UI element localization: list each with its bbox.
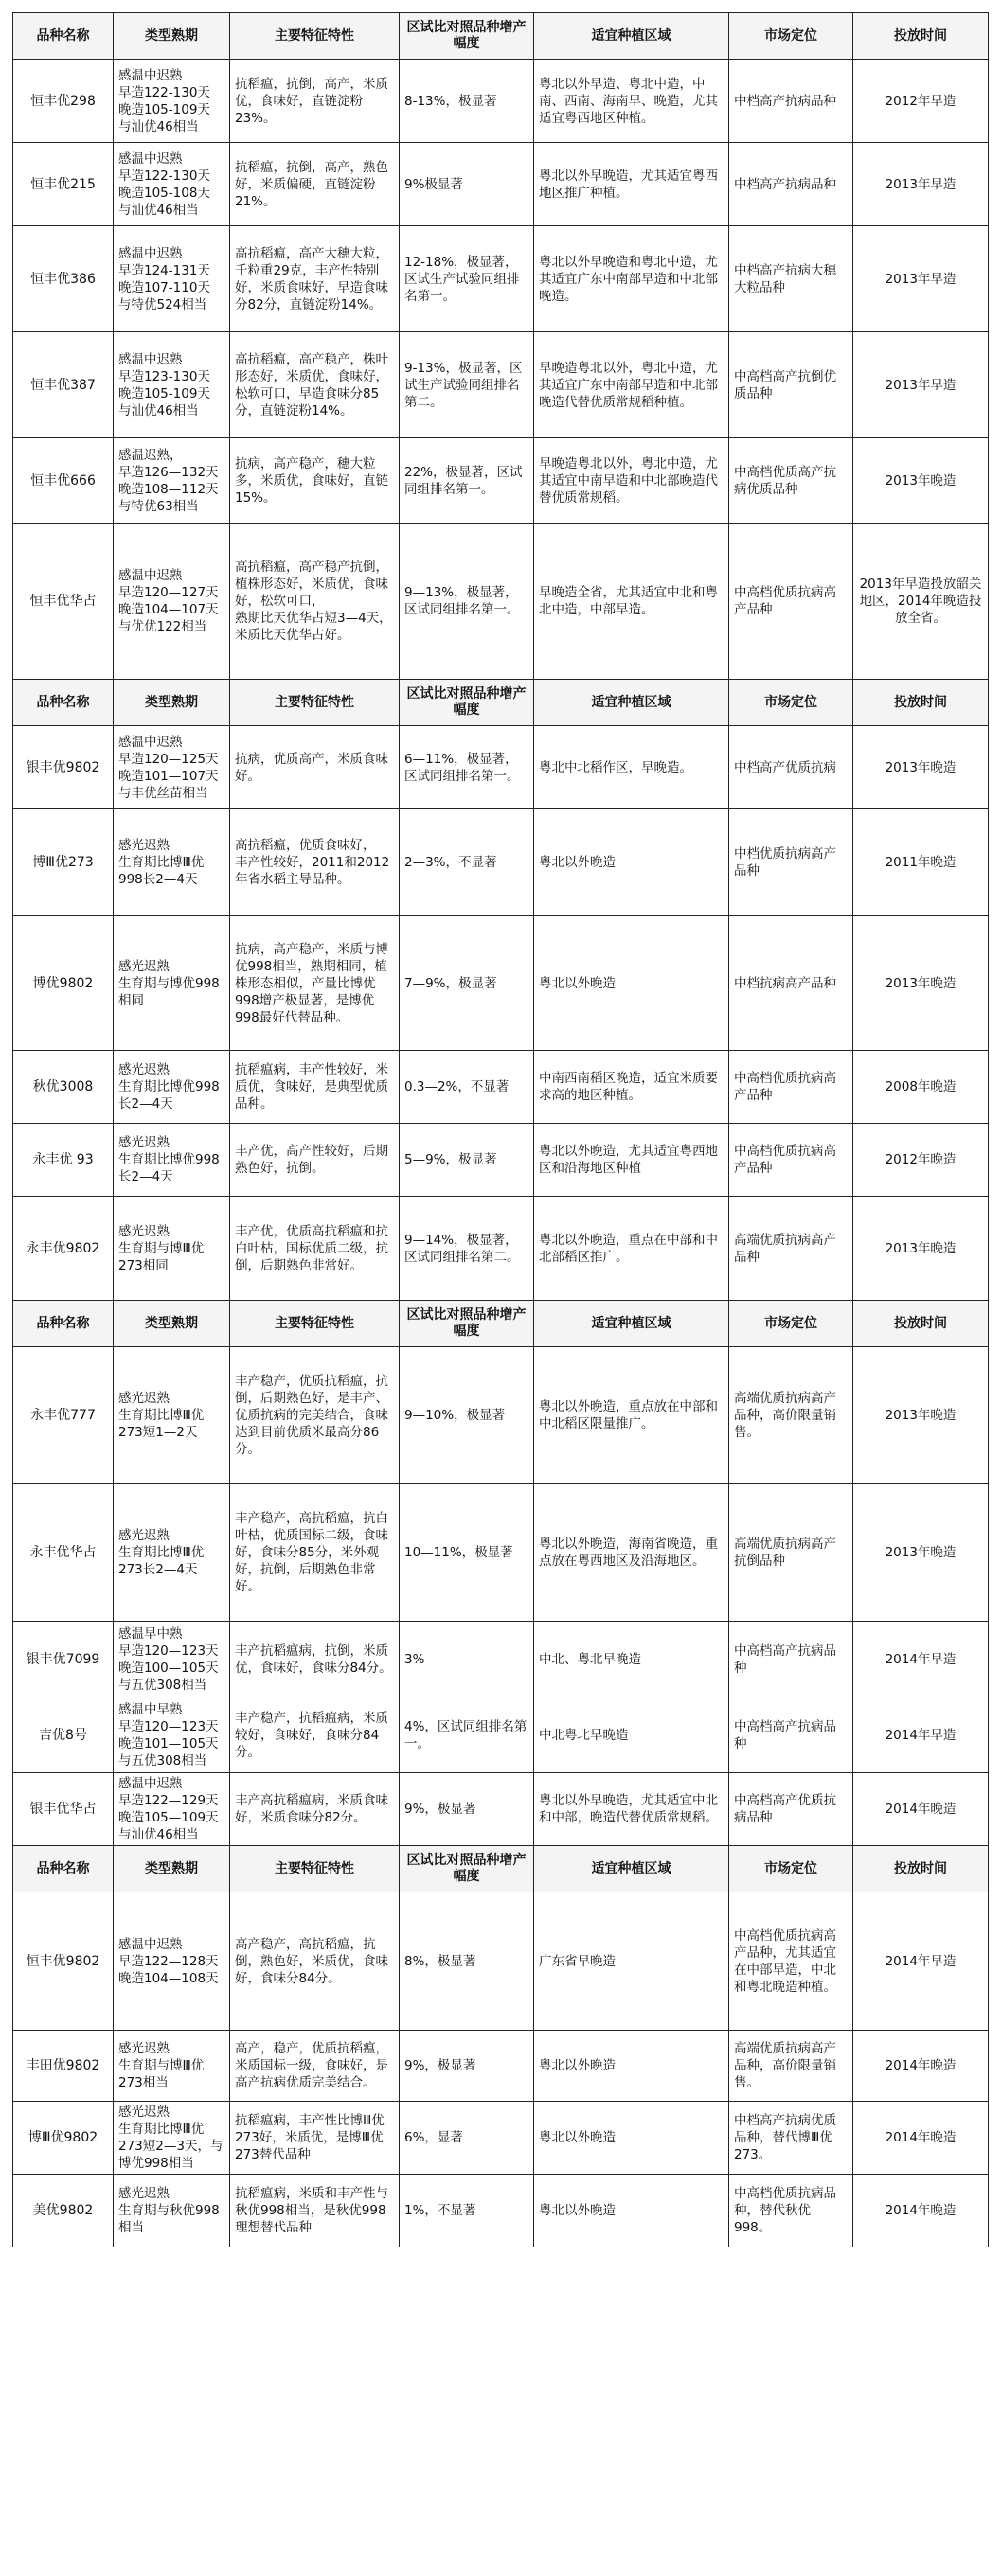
- suitable-region: 粤北以外早晚造，尤其适宜粤西地区推广种植。: [534, 143, 729, 226]
- release-time: 2014年早造: [853, 1697, 989, 1773]
- suitable-region: 粤北以外晚造，重点放在中部和中北稻区限量推广。: [534, 1347, 729, 1484]
- yield-increase: 22%，极显著，区试同组排名第一。: [400, 438, 534, 524]
- main-traits: 高抗稻瘟，高产稳产，株叶形态好，米质优，食味好，松软可口，早造食味分85分，直链淀粉14%。: [230, 332, 400, 438]
- market-position: 高端优质抗病高产品种: [729, 1197, 853, 1301]
- table-row: [13, 438, 989, 524]
- header-region: 适宜种植区域: [534, 1301, 729, 1347]
- variety-name: 永丰优9802: [13, 1197, 114, 1301]
- yield-increase: 12-18%，极显著，区试生产试验同组排名第一。: [400, 226, 534, 332]
- table-row: [13, 2175, 989, 2247]
- table-row: [13, 1892, 989, 2031]
- maturity-type: 感光迟熟 生育期比博Ⅲ优998长2—4天: [114, 809, 230, 916]
- suitable-region: 广东省早晚造: [534, 1892, 729, 2031]
- yield-increase: 9—14%，极显著，区试同组排名第二。: [400, 1197, 534, 1301]
- maturity-type: 感光迟熟 生育期与博优998相同: [114, 916, 230, 1051]
- header-name: 品种名称: [13, 680, 114, 726]
- market-position: 高端优质抗病高产品种，高价限量销售。: [729, 2031, 853, 2102]
- maturity-type: 感光迟熟 生育期比博Ⅲ优273长2—4天: [114, 1484, 230, 1622]
- release-time: 2013年晚造: [853, 726, 989, 809]
- header-market: 市场定位: [729, 1846, 853, 1892]
- variety-name: 恒丰优386: [13, 226, 114, 332]
- market-position: 中档抗病高产品种: [729, 916, 853, 1051]
- table-row: [13, 1124, 989, 1197]
- maturity-type: 感温迟熟， 早造126—132天 晚造108—112天 与特优63相当: [114, 438, 230, 524]
- rice-variety-table: [12, 12, 989, 2247]
- variety-name: 博Ⅲ优9802: [13, 2102, 114, 2175]
- header-yield: 区试比对照品种增产幅度: [400, 1846, 534, 1892]
- yield-increase: 8%，极显著: [400, 1892, 534, 2031]
- market-position: 高端优质抗病高产抗倒品种: [729, 1484, 853, 1622]
- table-row: [13, 1697, 989, 1773]
- yield-increase: 6—11%，极显著，区试同组排名第一。: [400, 726, 534, 809]
- header-trait: 主要特征特性: [230, 680, 400, 726]
- release-time: 2013年晚造: [853, 1484, 989, 1622]
- maturity-type: 感光迟熟 生育期比博优998长2—4天: [114, 1124, 230, 1197]
- header-market: 市场定位: [729, 680, 853, 726]
- suitable-region: 中北、粤北早晚造: [534, 1622, 729, 1697]
- yield-increase: 3%: [400, 1622, 534, 1697]
- market-position: 中高档高产抗病品种: [729, 1697, 853, 1773]
- maturity-type: 感温中迟熟 早造123-130天 晚造105-109天 与汕优46相当: [114, 332, 230, 438]
- main-traits: 高抗稻瘟，优质食味好， 丰产性较好，2011和2012年省水稻主导品种。: [230, 809, 400, 916]
- market-position: 中高档优质抗病高产品种: [729, 1051, 853, 1124]
- table-row: [13, 1051, 989, 1124]
- release-time: 2012年晚造: [853, 1124, 989, 1197]
- variety-name: 恒丰优9802: [13, 1892, 114, 2031]
- suitable-region: 粤北以外晚造，尤其适宜粤西地区和沿海地区种植: [534, 1124, 729, 1197]
- yield-increase: 9-13%，极显著，区试生产试验同组排名第二。: [400, 332, 534, 438]
- market-position: 中档高产抗病大穗大粒品种: [729, 226, 853, 332]
- variety-name: 银丰优9802: [13, 726, 114, 809]
- market-position: 中档高产抗病品种: [729, 143, 853, 226]
- yield-increase: 2—3%，不显著: [400, 809, 534, 916]
- variety-name: 恒丰优215: [13, 143, 114, 226]
- maturity-type: 感温中迟熟 早造122—129天 晚造105—109天 与汕优46相当: [114, 1773, 230, 1846]
- maturity-type: 感温中迟熟 早造122—128天 晚造104—108天: [114, 1892, 230, 2031]
- market-position: 中高档优质抗病高产品种: [729, 524, 853, 680]
- release-time: 2013年早造: [853, 226, 989, 332]
- market-position: 高端优质抗病高产品种，高价限量销售。: [729, 1347, 853, 1484]
- market-position: 中高档优质抗病高产品种，尤其适宜在中部早造，中北和粤北晚造种植。: [729, 1892, 853, 2031]
- suitable-region: 粤北以外晚造，海南省晚造，重点放在粤西地区及沿海地区。: [534, 1484, 729, 1622]
- suitable-region: 粤北以外晚造: [534, 809, 729, 916]
- variety-name: 丰田优9802: [13, 2031, 114, 2102]
- table-row: [13, 226, 989, 332]
- suitable-region: 粤北以外晚造: [534, 2102, 729, 2175]
- suitable-region: 粤北以外晚造，重点在中部和中北部稻区推广。: [534, 1197, 729, 1301]
- main-traits: 抗稻瘟，抗倒，高产，熟色好，米质偏硬，直链淀粉21%。: [230, 143, 400, 226]
- header-row: [13, 13, 989, 60]
- release-time: 2014年晚造: [853, 2175, 989, 2247]
- release-time: 2012年早造: [853, 60, 989, 143]
- maturity-type: 感温中迟熟 早造122-130天 晚造105-108天 与汕优46相当: [114, 143, 230, 226]
- yield-increase: 1%，不显著: [400, 2175, 534, 2247]
- yield-increase: 5—9%，极显著: [400, 1124, 534, 1197]
- header-yield: 区试比对照品种增产幅度: [400, 680, 534, 726]
- market-position: 中高档优质抗病高产品种: [729, 1124, 853, 1197]
- table-row: [13, 1347, 989, 1484]
- yield-increase: 9%，极显著: [400, 1773, 534, 1846]
- header-row: [13, 1301, 989, 1347]
- suitable-region: 早晚造粤北以外，粤北中造，尤其适宜广东中南部早造和中北部晚造代替优质常规稻种植。: [534, 332, 729, 438]
- yield-increase: 0.3—2%，不显著: [400, 1051, 534, 1124]
- table-row: [13, 1484, 989, 1622]
- header-market: 市场定位: [729, 13, 853, 60]
- variety-name: 银丰优华占: [13, 1773, 114, 1846]
- release-time: 2013年早造: [853, 332, 989, 438]
- table-row: [13, 2102, 989, 2175]
- maturity-type: 感光迟熟 生育期比博Ⅲ优273短1—2天: [114, 1347, 230, 1484]
- main-traits: 高产稳产，高抗稻瘟，抗倒，熟色好，米质优，食味好，食味分84分。: [230, 1892, 400, 2031]
- market-position: 中高档优质抗病品种，替代秋优998。: [729, 2175, 853, 2247]
- header-time: 投放时间: [853, 680, 989, 726]
- maturity-type: 感温中迟熟 早造120—125天 晚造101—107天 与丰优丝苗相当: [114, 726, 230, 809]
- table-row: [13, 524, 989, 680]
- maturity-type: 感温中迟熟 早造120—127天 晚造104—107天 与优优122相当: [114, 524, 230, 680]
- main-traits: 抗稻瘟病，米质和丰产性与秋优998相当，是秋优998理想替代品种: [230, 2175, 400, 2247]
- yield-increase: 7—9%，极显著: [400, 916, 534, 1051]
- variety-name: 美优9802: [13, 2175, 114, 2247]
- yield-increase: 6%，显著: [400, 2102, 534, 2175]
- market-position: 中高档高产抗倒优质品种: [729, 332, 853, 438]
- main-traits: 丰产稳产，优质抗稻瘟，抗倒，后期熟色好，是丰产、优质抗病的完美结合，食味达到目前优质米最高分86分。: [230, 1347, 400, 1484]
- release-time: 2014年晚造: [853, 1773, 989, 1846]
- main-traits: 抗病，优质高产，米质食味好。: [230, 726, 400, 809]
- header-time: 投放时间: [853, 13, 989, 60]
- main-traits: 丰产稳产，高抗稻瘟，抗白叶枯，优质国标二级，食味好，食味分85分，米外观好，抗倒，后期熟色非常好。: [230, 1484, 400, 1622]
- main-traits: 抗病，高产稳产，穗大粒多，米质优，食味好，直链15%。: [230, 438, 400, 524]
- header-yield: 区试比对照品种增产幅度: [400, 1301, 534, 1347]
- header-name: 品种名称: [13, 1846, 114, 1892]
- main-traits: 高产，稳产，优质抗稻瘟，米质国标一级，食味好，是高产抗病优质完美结合。: [230, 2031, 400, 2102]
- table-row: [13, 60, 989, 143]
- suitable-region: 早晚造粤北以外，粤北中造，尤其适宜中南早造和中北部晚造代替优质常规稻。: [534, 438, 729, 524]
- table-row: [13, 2031, 989, 2102]
- suitable-region: 粤北以外早晚造，尤其适宜中北和中部，晚造代替优质常规稻。: [534, 1773, 729, 1846]
- header-trait: 主要特征特性: [230, 13, 400, 60]
- suitable-region: 早晚造全省，尤其适宜中北和粤北中造，中部早造。: [534, 524, 729, 680]
- header-trait: 主要特征特性: [230, 1846, 400, 1892]
- main-traits: 抗稻瘟，抗倒，高产，米质优，食味好，直链淀粉23%。: [230, 60, 400, 143]
- maturity-type: 感温中迟熟 早造122-130天 晚造105-109天 与汕优46相当: [114, 60, 230, 143]
- table-row: [13, 1197, 989, 1301]
- market-position: 中高档优质高产抗病优质品种: [729, 438, 853, 524]
- table-row: [13, 332, 989, 438]
- main-traits: 高抗稻瘟，高产稳产抗倒，植株形态好，米质优，食味好，松软可口， 熟期比天优华占短3—4天，米质比天优华占好。: [230, 524, 400, 680]
- suitable-region: 粤北以外早晚造和粤北中造，尤其适宜广东中南部早造和中北部晚造。: [534, 226, 729, 332]
- suitable-region: 中南西南稻区晚造，适宜米质要求高的地区种植。: [534, 1051, 729, 1124]
- release-time: 2011年晚造: [853, 809, 989, 916]
- header-type: 类型熟期: [114, 1301, 230, 1347]
- release-time: 2014年早造: [853, 1622, 989, 1697]
- header-type: 类型熟期: [114, 1846, 230, 1892]
- header-row: [13, 1846, 989, 1892]
- table-row: [13, 143, 989, 226]
- maturity-type: 感光迟熟 生育期与秋优998相当: [114, 2175, 230, 2247]
- maturity-type: 感温早中熟 早造120—123天 晚造100—105天 与五优308相当: [114, 1622, 230, 1697]
- variety-name: 恒丰优666: [13, 438, 114, 524]
- header-time: 投放时间: [853, 1846, 989, 1892]
- main-traits: 丰产优，优质高抗稻瘟和抗白叶枯，国标优质二级，抗倒，后期熟色非常好。: [230, 1197, 400, 1301]
- release-time: 2013年晚造: [853, 1197, 989, 1301]
- header-region: 适宜种植区域: [534, 680, 729, 726]
- main-traits: 丰产稳产，抗稻瘟病，米质较好，食味好，食味分84分。: [230, 1697, 400, 1773]
- release-time: 2013年早造投放韶关地区，2014年晚造投放全省。: [853, 524, 989, 680]
- maturity-type: 感温中早熟 早造120—123天 晚造101—105天 与五优308相当: [114, 1697, 230, 1773]
- market-position: 中档高产抗病品种: [729, 60, 853, 143]
- suitable-region: 粤北以外晚造: [534, 2175, 729, 2247]
- yield-increase: 9%，极显著: [400, 2031, 534, 2102]
- variety-name: 博优9802: [13, 916, 114, 1051]
- variety-name: 恒丰优华占: [13, 524, 114, 680]
- release-time: 2013年早造: [853, 143, 989, 226]
- main-traits: 抗稻瘟病，丰产性较好，米质优，食味好，是典型优质品种。: [230, 1051, 400, 1124]
- market-position: 中档高产抗病优质品种，替代博Ⅲ优273。: [729, 2102, 853, 2175]
- main-traits: 抗病，高产稳产，米质与博优998相当，熟期相同，植株形态相似，产量比博优998增产极显著，是博优998最好代替品种。: [230, 916, 400, 1051]
- release-time: 2014年晚造: [853, 2031, 989, 2102]
- release-time: 2008年晚造: [853, 1051, 989, 1124]
- variety-name: 秋优3008: [13, 1051, 114, 1124]
- variety-name: 吉优8号: [13, 1697, 114, 1773]
- maturity-type: 感光迟熟 生育期与博Ⅲ优273相同: [114, 1197, 230, 1301]
- main-traits: 丰产抗稻瘟病，抗倒，米质优，食味好，食味分84分。: [230, 1622, 400, 1697]
- suitable-region: 粤北中北稻作区，早晚造。: [534, 726, 729, 809]
- release-time: 2014年晚造: [853, 2102, 989, 2175]
- yield-increase: 9—10%，极显著: [400, 1347, 534, 1484]
- header-trait: 主要特征特性: [230, 1301, 400, 1347]
- table-row: [13, 1622, 989, 1697]
- main-traits: 高抗稻瘟，高产大穗大粒，千粒重29克，丰产性特别好，米质食味好，早造食味分82分，直链淀粉14%。: [230, 226, 400, 332]
- table-row: [13, 809, 989, 916]
- main-traits: 抗稻瘟病，丰产性比博Ⅲ优273好，米质优，是博Ⅲ优273替代品种: [230, 2102, 400, 2175]
- maturity-type: 感温中迟熟 早造124-131天 晚造107-110天 与特优524相当: [114, 226, 230, 332]
- table-body: [13, 13, 989, 2247]
- main-traits: 丰产优，高产性较好，后期熟色好，抗倒。: [230, 1124, 400, 1197]
- table-row: [13, 916, 989, 1051]
- yield-increase: 9%极显著: [400, 143, 534, 226]
- header-region: 适宜种植区域: [534, 1846, 729, 1892]
- variety-name: 永丰优777: [13, 1347, 114, 1484]
- release-time: 2013年晚造: [853, 438, 989, 524]
- rice-variety-table-container: [12, 12, 988, 2247]
- variety-name: 恒丰优298: [13, 60, 114, 143]
- header-time: 投放时间: [853, 1301, 989, 1347]
- suitable-region: 中北粤北早晚造: [534, 1697, 729, 1773]
- suitable-region: 粤北以外晚造: [534, 2031, 729, 2102]
- header-row: [13, 680, 989, 726]
- table-row: [13, 1773, 989, 1846]
- variety-name: 永丰优华占: [13, 1484, 114, 1622]
- suitable-region: 粤北以外晚造: [534, 916, 729, 1051]
- header-yield: 区试比对照品种增产幅度: [400, 13, 534, 60]
- variety-name: 银丰优7099: [13, 1622, 114, 1697]
- header-region: 适宜种植区域: [534, 13, 729, 60]
- yield-increase: 8-13%，极显著: [400, 60, 534, 143]
- yield-increase: 10—11%，极显著: [400, 1484, 534, 1622]
- variety-name: 恒丰优387: [13, 332, 114, 438]
- variety-name: 博Ⅲ优273: [13, 809, 114, 916]
- market-position: 中高档高产优质抗病品种: [729, 1773, 853, 1846]
- table-row: [13, 726, 989, 809]
- market-position: 中档优质抗病高产品种: [729, 809, 853, 916]
- maturity-type: 感光迟熟 生育期比博优998长2—4天: [114, 1051, 230, 1124]
- market-position: 中档高产优质抗病: [729, 726, 853, 809]
- yield-increase: 4%，区试同组排名第一。: [400, 1697, 534, 1773]
- release-time: 2014年早造: [853, 1892, 989, 2031]
- release-time: 2013年晚造: [853, 916, 989, 1051]
- yield-increase: 9—13%，极显著，区试同组排名第一。: [400, 524, 534, 680]
- variety-name: 永丰优 93: [13, 1124, 114, 1197]
- header-name: 品种名称: [13, 13, 114, 60]
- header-name: 品种名称: [13, 1301, 114, 1347]
- header-market: 市场定位: [729, 1301, 853, 1347]
- header-type: 类型熟期: [114, 13, 230, 60]
- market-position: 中高档高产抗病品种: [729, 1622, 853, 1697]
- release-time: 2013年晚造: [853, 1347, 989, 1484]
- suitable-region: 粤北以外早造、粤北中造，中南、西南、海南早、晚造，尤其适宜粤西地区种植。: [534, 60, 729, 143]
- maturity-type: 感光迟熟 生育期与博Ⅲ优273相当: [114, 2031, 230, 2102]
- maturity-type: 感光迟熟 生育期比博Ⅲ优273短2—3天，与博优998相当: [114, 2102, 230, 2175]
- main-traits: 丰产高抗稻瘟病，米质食味好，米质食味分82分。: [230, 1773, 400, 1846]
- header-type: 类型熟期: [114, 680, 230, 726]
